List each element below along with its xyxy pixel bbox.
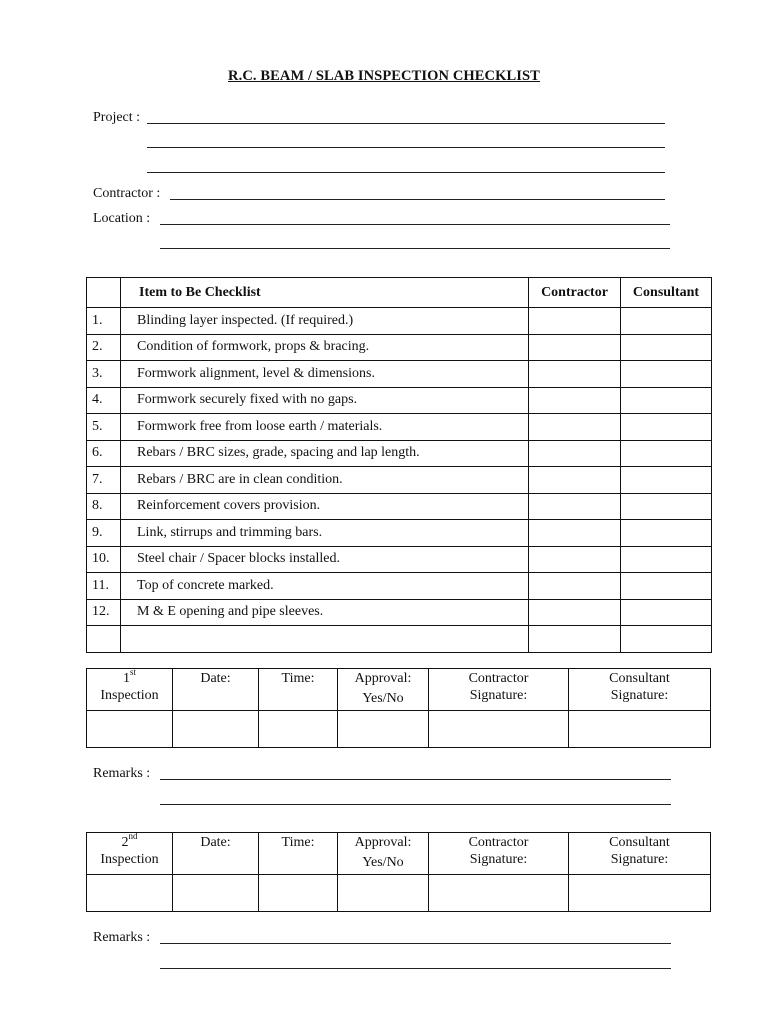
consultant-signature-cell[interactable] [569,875,711,912]
approval-options: Yes/No [362,691,404,706]
consultant-check-cell[interactable] [621,599,712,626]
approval-header [338,669,429,711]
inspection-header-row [87,669,711,711]
checklist-row [87,599,712,626]
checklist-row [87,440,712,467]
checklist-row [87,520,712,547]
inspection-ordinal [87,669,173,711]
header-contractor: Contractor [529,278,621,308]
consultant-check-cell[interactable] [621,440,712,467]
date-header: Date: [173,833,259,875]
row-item: Formwork securely fixed with no gaps. [121,387,529,414]
remarks-line-2[interactable] [160,968,671,969]
checklist-row [87,493,712,520]
consultant-check-cell[interactable] [621,361,712,388]
contractor-label: Contractor : [93,186,161,201]
contractor-signature-cell[interactable] [429,711,569,748]
row-item: Blinding layer inspected. (If required.) [121,308,529,335]
time-header: Time: [259,669,338,711]
consultant-signature-header [569,833,711,875]
time-entry-cell[interactable] [259,711,338,748]
first-inspection-table [86,668,711,748]
row-number: 12. [87,599,121,626]
date-header: Date: [173,669,259,711]
row-item: Top of concrete marked. [121,573,529,600]
project-field-line-1[interactable] [147,123,665,124]
inspection-entry-cell[interactable] [87,711,173,748]
checklist-row [87,361,712,388]
consultant-check-cell[interactable] [621,626,712,653]
consultant-check-cell[interactable] [621,546,712,573]
row-item: Rebars / BRC sizes, grade, spacing and lap length. [121,440,529,467]
checklist-row-blank [87,626,712,653]
row-item: Reinforcement covers provision. [121,493,529,520]
remarks-label: Remarks : [93,930,151,945]
consultant-check-cell[interactable] [621,387,712,414]
page-title: R.C. BEAM / SLAB INSPECTION CHECKLIST [228,68,540,84]
contractor-check-cell[interactable] [529,440,621,467]
consultant-check-cell[interactable] [621,467,712,494]
date-entry-cell[interactable] [173,875,259,912]
contractor-check-cell[interactable] [529,546,621,573]
inspection-entry-row [87,711,711,748]
location-label: Location : [93,211,151,226]
project-label: Project : [93,110,141,125]
row-item: Formwork alignment, level & dimensions. [121,361,529,388]
location-field-line-2[interactable] [160,248,670,249]
consultant-check-cell[interactable] [621,414,712,441]
project-field-line-2[interactable] [147,147,665,148]
row-item: Rebars / BRC are in clean condition. [121,467,529,494]
contractor-field-line[interactable] [170,199,665,200]
consultant-label: Consultant [609,671,670,686]
consultant-signature-header [569,669,711,711]
checklist-row [87,467,712,494]
header-item: Item to Be Checklist [121,278,529,308]
checklist-row [87,414,712,441]
row-number: 7. [87,467,121,494]
row-number: 10. [87,546,121,573]
consultant-check-cell[interactable] [621,308,712,335]
row-number: 3. [87,361,121,388]
consultant-signature-cell[interactable] [569,711,711,748]
remarks-line-1[interactable] [160,779,671,780]
checklist-row [87,546,712,573]
checklist-table [86,277,712,653]
signature-label: Signature: [610,852,669,867]
inspection-entry-cell[interactable] [87,875,173,912]
contractor-check-cell[interactable] [529,308,621,335]
consultant-check-cell[interactable] [621,493,712,520]
ordinal-suffix: nd [128,831,138,842]
contractor-check-cell[interactable] [529,467,621,494]
ordinal-suffix: st [129,667,136,678]
checklist-row [87,334,712,361]
row-number: 1. [87,308,121,335]
contractor-check-cell[interactable] [529,599,621,626]
row-item: Link, stirrups and trimming bars. [121,520,529,547]
location-field-line-1[interactable] [160,224,670,225]
approval-label: Approval: [354,835,412,850]
row-number: 5. [87,414,121,441]
contractor-signature-header [429,833,569,875]
consultant-check-cell[interactable] [621,520,712,547]
checklist-row [87,573,712,600]
contractor-label: Contractor [468,671,529,686]
consultant-check-cell[interactable] [621,334,712,361]
approval-label: Approval: [354,671,412,686]
inspection-label: Inspection [100,852,159,867]
row-number: 11. [87,573,121,600]
contractor-check-cell[interactable] [529,361,621,388]
approval-options: Yes/No [362,855,404,870]
row-number: 2. [87,334,121,361]
checklist-row [87,387,712,414]
header-consultant: Consultant [621,278,712,308]
row-number: 9. [87,520,121,547]
project-field-line-3[interactable] [147,172,665,173]
contractor-signature-cell[interactable] [429,875,569,912]
consultant-check-cell[interactable] [621,573,712,600]
contractor-check-cell[interactable] [529,493,621,520]
remarks-line-2[interactable] [160,804,671,805]
row-number: 4. [87,387,121,414]
contractor-check-cell[interactable] [529,573,621,600]
contractor-check-cell[interactable] [529,626,621,653]
checklist-header-row [87,278,712,308]
row-item: Formwork free from loose earth / materials. [121,414,529,441]
row-item: Condition of formwork, props & bracing. [121,334,529,361]
header-number-cell [87,278,121,308]
consultant-label: Consultant [609,835,670,850]
ordinal-number: 2 [121,835,129,850]
inspection-ordinal [87,833,173,875]
row-number[interactable] [87,626,121,653]
approval-entry-cell[interactable] [338,711,429,748]
time-entry-cell[interactable] [259,875,338,912]
contractor-check-cell[interactable] [529,387,621,414]
inspection-label: Inspection [100,688,159,703]
inspection-entry-row [87,875,711,912]
second-inspection-table [86,832,711,912]
row-item: Steel chair / Spacer blocks installed. [121,546,529,573]
ordinal-number: 1 [122,671,130,686]
date-entry-cell[interactable] [173,711,259,748]
contractor-check-cell[interactable] [529,334,621,361]
contractor-check-cell[interactable] [529,414,621,441]
approval-header [338,833,429,875]
remarks-line-1[interactable] [160,943,671,944]
row-item: M & E opening and pipe sleeves. [121,599,529,626]
approval-entry-cell[interactable] [338,875,429,912]
contractor-check-cell[interactable] [529,520,621,547]
row-number: 8. [87,493,121,520]
contractor-signature-header [429,669,569,711]
time-header: Time: [259,833,338,875]
row-number: 6. [87,440,121,467]
signature-label: Signature: [469,688,528,703]
inspection-header-row [87,833,711,875]
remarks-label: Remarks : [93,766,151,781]
row-item[interactable] [121,626,529,653]
signature-label: Signature: [610,688,669,703]
contractor-label: Contractor [468,835,529,850]
signature-label: Signature: [469,852,528,867]
checklist-row [87,308,712,335]
